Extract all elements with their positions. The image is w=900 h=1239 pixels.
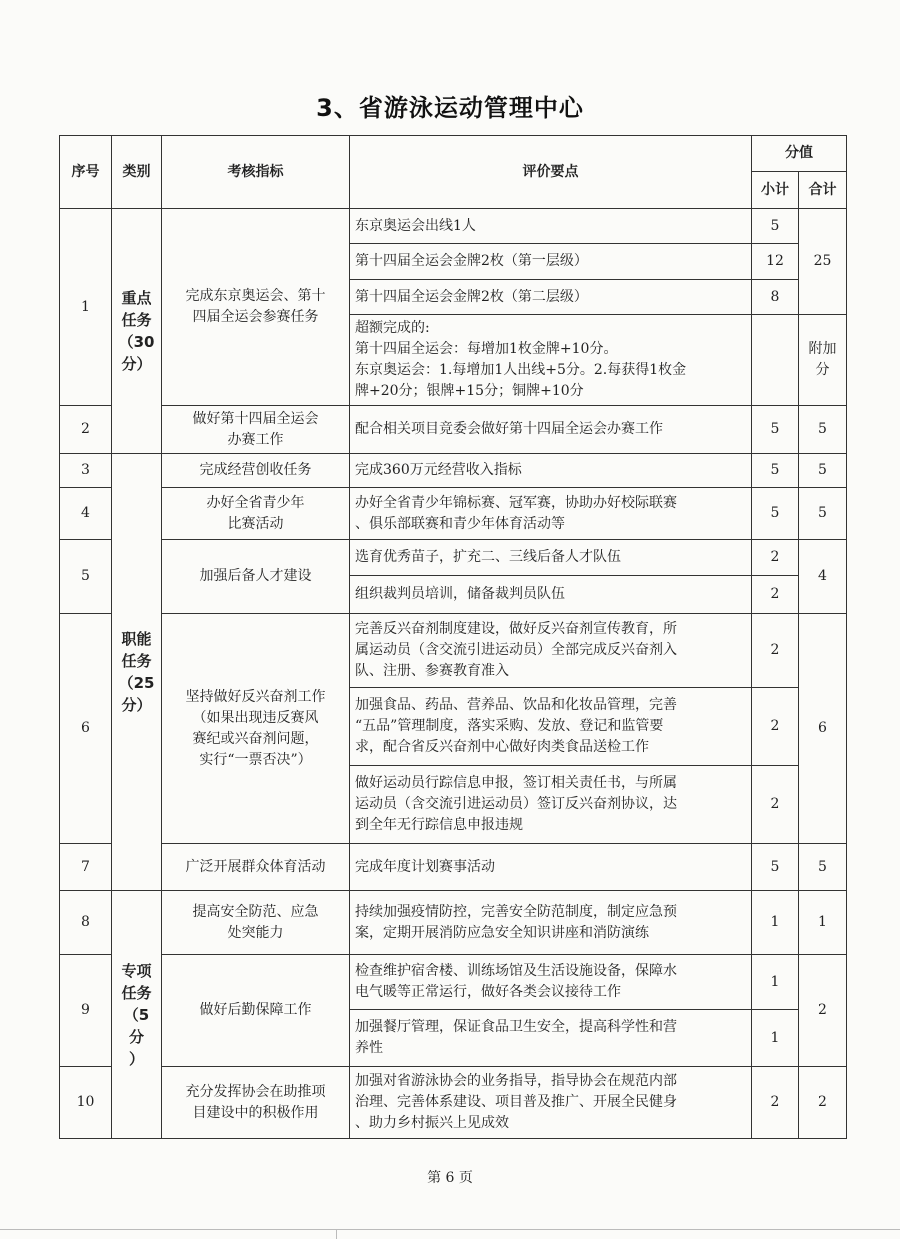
subtotal-cell: 1 [752, 1010, 799, 1067]
table-row [60, 454, 847, 488]
indicator-cell: 充分发挥协会在助推项 目建设中的积极作用 [162, 1067, 350, 1139]
subtotal-cell: 12 [752, 244, 799, 280]
subtotal-cell [752, 315, 799, 406]
seq-cell: 4 [60, 488, 112, 540]
subtotal-cell: 2 [752, 766, 799, 844]
indicator-cell: 完成经营创收任务 [162, 454, 350, 488]
indicator-cell: 提高安全防范、应急 处突能力 [162, 891, 350, 955]
table-row [60, 891, 847, 955]
seq-cell: 8 [60, 891, 112, 955]
point-cell: 做好运动员行踪信息申报，签订相关责任书，与所属 运动员（含交流引进运动员）签订反兴奋剂协议，达 到全年无行踪信息申报违规 [350, 766, 752, 844]
total-cell: 2 [799, 955, 847, 1067]
indicator-cell: 加强后备人才建设 [162, 540, 350, 614]
indicator-cell: 完成东京奥运会、第十 四届全运会参赛任务 [162, 209, 350, 406]
total-cell: 5 [799, 844, 847, 891]
header-total: 合计 [799, 172, 847, 209]
indicator-cell: 广泛开展群众体育活动 [162, 844, 350, 891]
category-label: 职能 任务 （25 分） [118, 630, 155, 714]
subtotal-cell: 5 [752, 406, 799, 454]
total-cell: 1 [799, 891, 847, 955]
point-cell: 办好全省青少年锦标赛、冠军赛，协助办好校际联赛 、俱乐部联赛和青少年体育活动等 [350, 488, 752, 540]
subtotal-cell: 5 [752, 844, 799, 891]
page-footer: 第 6 页 [427, 1170, 473, 1186]
table-row [60, 488, 847, 540]
scan-edge-line [336, 1229, 337, 1239]
assessment-table [59, 135, 847, 1139]
header-points: 评价要点 [350, 136, 752, 209]
point-cell: 检查维护宿舍楼、训练场馆及生活设施设备，保障水 电气暖等正常运行，做好各类会议接待工作 [350, 955, 752, 1010]
header-indicator: 考核指标 [162, 136, 350, 209]
point-cell: 东京奥运会出线1人 [350, 209, 752, 244]
bonus-total-cell: 附加分 [799, 315, 847, 406]
point-cell: 配合相关项目竞委会做好第十四届全运会办赛工作 [350, 406, 752, 454]
table-row [60, 1067, 847, 1139]
point-cell: 选育优秀苗子，扩充二、三线后备人才队伍 [350, 540, 752, 576]
subtotal-cell: 5 [752, 209, 799, 244]
point-cell: 完成360万元经营收入指标 [350, 454, 752, 488]
seq-cell: 10 [60, 1067, 112, 1139]
category-special [112, 891, 162, 1139]
total-cell: 5 [799, 406, 847, 454]
table-row [60, 209, 847, 244]
total-cell: 5 [799, 454, 847, 488]
table-row [60, 844, 847, 891]
subtotal-cell: 1 [752, 891, 799, 955]
point-cell: 组织裁判员培训，储备裁判员队伍 [350, 576, 752, 614]
point-cell: 加强食品、药品、营养品、饮品和化妆品管理，完善 “五品”管理制度，落实采购、发放、登记和监管要 求，配合省反兴奋剂中心做好肉类食品送检工作 [350, 688, 752, 766]
category-function [112, 454, 162, 891]
subtotal-cell: 2 [752, 576, 799, 614]
category-label: 专项 任务 （5分 ） [121, 961, 152, 1068]
indicator-cell: 做好第十四届全运会 办赛工作 [162, 406, 350, 454]
seq-cell: 5 [60, 540, 112, 614]
seq-cell: 1 [60, 209, 112, 406]
point-cell: 第十四届全运会金牌2枚（第二层级） [350, 280, 752, 315]
point-cell: 完善反兴奋剂制度建设，做好反兴奋剂宣传教育，所 属运动员（含交流引进运动员）全部完成反兴奋剂入 队、注册、参赛教育准入 [350, 614, 752, 688]
bonus-point-cell: 超额完成的: 第十四届全运会：每增加1枚金牌+10分。 东京奥运会：1.每增加1人出线+5分。2.每获得1枚金 牌+20分；银牌+15分；铜牌+10分 [350, 315, 752, 406]
total-cell: 5 [799, 488, 847, 540]
table-row [60, 406, 847, 454]
seq-cell: 6 [60, 614, 112, 844]
table-row [60, 955, 847, 1010]
subtotal-cell: 1 [752, 955, 799, 1010]
point-cell: 加强对省游泳协会的业务指导，指导协会在规范内部 治理、完善体系建设、项目普及推广、开展全民健身 、助力乡村振兴上见成效 [350, 1067, 752, 1139]
table-row [60, 614, 847, 688]
header-subtotal: 小计 [752, 172, 799, 209]
total-cell: 6 [799, 614, 847, 844]
category-key [112, 209, 162, 454]
subtotal-cell: 5 [752, 488, 799, 540]
indicator-cell: 做好后勤保障工作 [162, 955, 350, 1067]
header-category: 类别 [112, 136, 162, 209]
seq-cell: 3 [60, 454, 112, 488]
scan-edge-line [0, 1229, 900, 1230]
page-title: 3、省游泳运动管理中心 [316, 94, 584, 122]
point-cell: 持续加强疫情防控，完善安全防范制度，制定应急预 案，定期开展消防应急安全知识讲座和消防演练 [350, 891, 752, 955]
point-cell: 第十四届全运会金牌2枚（第一层级） [350, 244, 752, 280]
total-cell: 25 [799, 209, 847, 315]
table-row [60, 540, 847, 576]
category-label: 重点 任务 （30 分） [118, 289, 155, 373]
seq-cell: 7 [60, 844, 112, 891]
header-score: 分值 [752, 136, 847, 172]
subtotal-cell: 8 [752, 280, 799, 315]
subtotal-cell: 2 [752, 688, 799, 766]
indicator-cell: 坚持做好反兴奋剂工作 （如果出现违反赛风 赛纪或兴奋剂问题， 实行“一票否决”） [162, 614, 350, 844]
point-cell: 完成年度计划赛事活动 [350, 844, 752, 891]
subtotal-cell: 5 [752, 454, 799, 488]
total-cell: 2 [799, 1067, 847, 1139]
subtotal-cell: 2 [752, 1067, 799, 1139]
subtotal-cell: 2 [752, 614, 799, 688]
seq-cell: 2 [60, 406, 112, 454]
indicator-cell: 办好全省青少年 比赛活动 [162, 488, 350, 540]
seq-cell: 9 [60, 955, 112, 1067]
header-seq: 序号 [60, 136, 112, 209]
total-cell: 4 [799, 540, 847, 614]
point-cell: 加强餐厅管理，保证食品卫生安全，提高科学性和营 养性 [350, 1010, 752, 1067]
subtotal-cell: 2 [752, 540, 799, 576]
